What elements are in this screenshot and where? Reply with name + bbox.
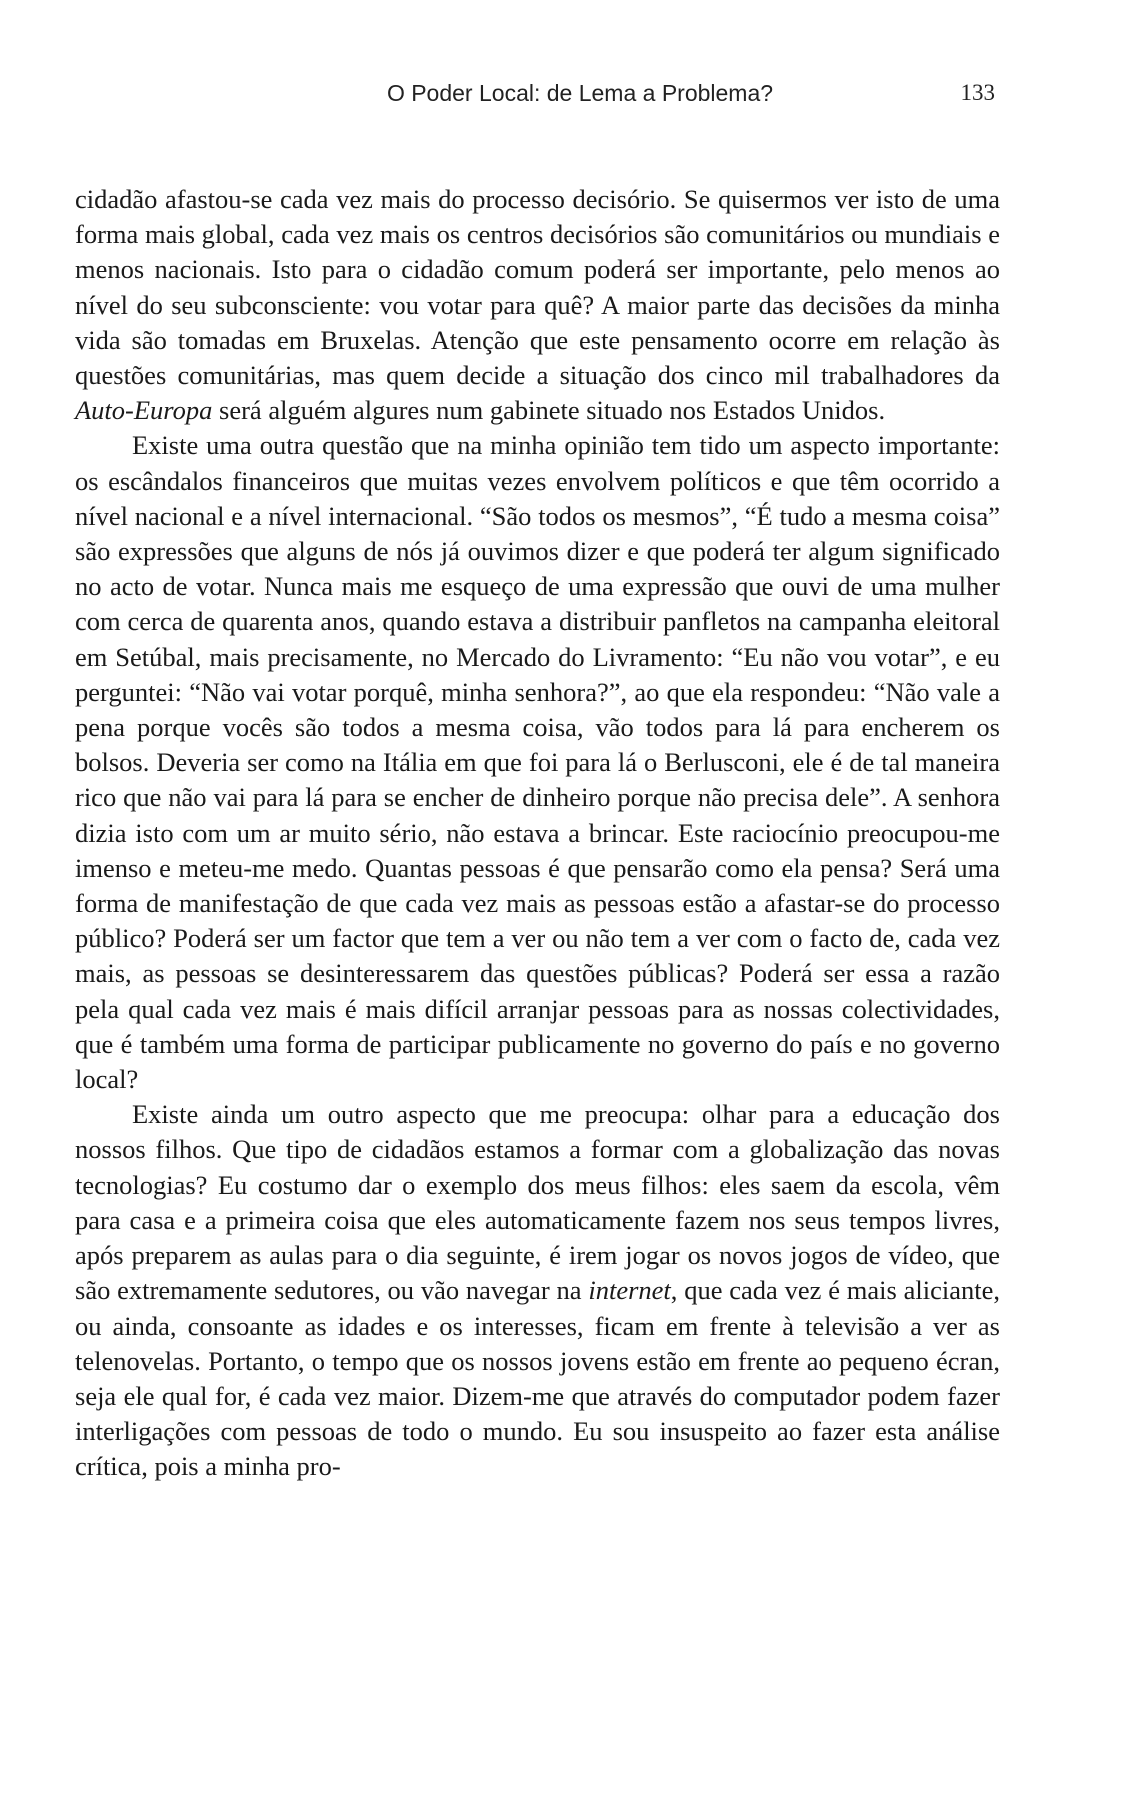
- text-run: Existe ainda um outro aspecto que me preocupa: olhar para a educação dos nossos filhos. Que tipo de cidadãos estamos a formar com a globalização das novas tecnologias? Eu costumo dar o exemplo dos meus filhos: eles saem da escola, vêm para casa e a primeira coisa que eles automaticamente fazem nos seus tempos livres, após preparem as aulas para o dia seguinte, é irem jogar os novos jogos de vídeo, que são extremamente sedutores, ou vão navegar na: [75, 1099, 1000, 1306]
- italic-term: Auto-Europa: [75, 395, 213, 426]
- paragraph: [75, 182, 1000, 428]
- text-run: , que cada vez é mais aliciante, ou ainda, consoante as idades e os interesses, ficam em frente à televisão a ver as telenovelas. Portanto, o tempo que os nossos jovens estão em frente ao pequeno écran, seja ele qual for, é cada vez maior. Dizem-me que através do computador podem fazer interligações com pessoas de todo o mundo. Eu sou insuspeito ao fazer esta análise crítica, pois a minha pro-: [75, 1275, 1000, 1482]
- text-run: cidadão afastou-se cada vez mais do processo decisório. Se quisermos ver isto de uma forma mais global, cada vez mais os centros decisórios são comunitários ou mundiais e menos nacionais. Isto para o cidadão comum poderá ser importante, pelo menos ao nível do seu subconsciente: vou votar para quê? A maior parte das decisões da minha vida são tomadas em Bruxelas. Atenção que este pensamento ocorre em relação às questões comunitárias, mas quem decide a situação dos cinco mil trabalhadores da: [75, 184, 1000, 391]
- italic-term: internet: [588, 1275, 671, 1306]
- body-text: [75, 182, 1000, 1485]
- running-header: [75, 80, 995, 112]
- page-number: 133: [960, 80, 995, 105]
- paragraph: [75, 428, 1000, 1097]
- text-run: será alguém algures num gabinete situado nos Estados Unidos.: [212, 395, 886, 426]
- running-title: O Poder Local: de Lema a Problema?: [386, 80, 774, 106]
- paragraph: [75, 1097, 1000, 1484]
- text-run: Existe uma outra questão que na minha opinião tem tido um aspecto importante: os escândalos financeiros que muitas vezes envolvem políticos e que têm ocorrido a nível nacional e a nível internacional. “São todos os mesmos”, “É tudo a mesma coisa” são expressões que alguns de nós já ouvimos dizer e que poderá ter algum significado no acto de votar. Nunca mais me esqueço de uma expressão que ouvi de uma mulher com cerca de quarenta anos, quando estava a distribuir panfletos na campanha eleitoral em Setúbal, mais precisamente, no Mercado do Livramento: “Eu não vou votar”, e eu perguntei: “Não vai votar porquê, minha senhora?”, ao que ela respondeu: “Não vale a pena porque vocês são todos a mesma coisa, vão todos para lá para encherem os bolsos. Deveria ser como na Itália em que foi para lá o Berlusconi, ele é de tal maneira rico que não vai para lá para se encher de dinheiro porque não precisa dele”. A senhora dizia isto com um ar muito sério, não estava a brincar. Este raciocínio preocupou-me imenso e meteu-me medo. Quantas pessoas é que pensarão como ela pensa? Será uma forma de manifestação de que cada vez mais as pessoas estão a afastar-se do processo público? Poderá ser um factor que tem a ver ou não tem a ver com o facto de, cada vez mais, as pessoas se desinteressarem das questões públicas? Poderá ser essa a razão pela qual cada vez mais é mais difícil arranjar pessoas para as nossas colectividades, que é também uma forma de participar publicamente no governo do país e no governo local?: [75, 430, 1000, 1095]
